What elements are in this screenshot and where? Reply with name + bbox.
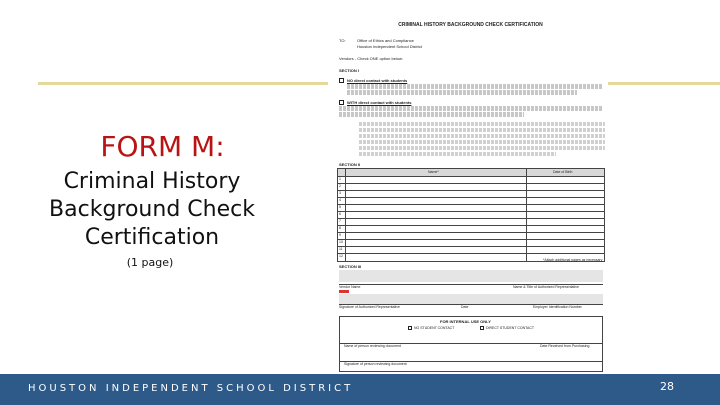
accent-line-left xyxy=(38,82,328,85)
doc-names-table xyxy=(337,168,605,262)
doc-date-received: Date Received from Purchasing xyxy=(540,344,590,348)
checkbox-direct-contact xyxy=(339,100,344,105)
page-number: 28 xyxy=(660,380,674,393)
table-row: 11 xyxy=(338,247,604,254)
doc-option-1-text xyxy=(347,84,603,95)
doc-student-contact: DIRECT STUDENT CONTACT xyxy=(486,326,535,330)
doc-person-reviewing: Name of person reviewing document xyxy=(344,344,402,348)
checkbox-no-contact xyxy=(339,78,344,83)
doc-option-2-text xyxy=(339,106,603,117)
table-row: 3 xyxy=(338,191,604,198)
doc-vendor-name: Vendor Name xyxy=(339,285,361,289)
table-row: 7 xyxy=(338,219,604,226)
checkbox-student xyxy=(480,326,484,330)
title-line: Criminal History xyxy=(63,169,241,194)
table-row: 4 xyxy=(338,198,604,205)
doc-to-address xyxy=(357,38,422,50)
shaded-field xyxy=(339,294,603,304)
checkbox-no-student xyxy=(408,326,412,330)
col-name: Name* xyxy=(428,170,439,174)
table-row: 12 xyxy=(338,254,604,261)
doc-section-1: SECTION I xyxy=(339,68,360,73)
doc-vendors-line: Vendors - Check ONE option below: xyxy=(339,56,404,61)
doc-employer-id: Employer Identification Number xyxy=(533,305,582,309)
title-line: Certification xyxy=(84,225,220,250)
page-count-note: (1 page) xyxy=(126,256,174,269)
footer-org-name: HOUSTON INDEPENDENT SCHOOL DISTRICT xyxy=(28,383,354,394)
shaded-field xyxy=(339,270,603,282)
accent-line-right xyxy=(608,82,720,85)
doc-to-line: Office of Ethics and Compliance xyxy=(357,38,414,43)
slide-title-form: FORM M: xyxy=(100,130,225,163)
title-line: Background Check xyxy=(49,197,255,222)
table-row: 5 xyxy=(338,205,604,212)
doc-attach-note: *Attach additional pages as necessary xyxy=(543,258,603,262)
doc-option-1: NO direct contact with students xyxy=(347,78,408,83)
table-row: 6 xyxy=(338,212,604,219)
table-row: 2 xyxy=(338,184,604,191)
doc-to-label: TO: xyxy=(339,38,346,43)
doc-internal-use: FOR INTERNAL USE ONLY xyxy=(440,319,491,324)
doc-section-3: SECTION III xyxy=(339,264,362,269)
table-row: 1 xyxy=(338,177,604,184)
table-row: 9 xyxy=(338,233,604,240)
doc-internal-use-box xyxy=(339,316,603,372)
doc-date: Date xyxy=(461,305,469,309)
col-date: Date of Birth xyxy=(553,170,573,174)
doc-section-2: SECTION II xyxy=(339,162,361,167)
doc-option-2: WITH direct contact with students xyxy=(347,100,412,105)
required-mark xyxy=(339,290,349,293)
slide-title xyxy=(22,168,282,252)
doc-to-line: Houston Independent School District xyxy=(357,44,422,49)
doc-no-contact: NO STUDENT CONTACT xyxy=(414,326,455,330)
table-row: 8 xyxy=(338,226,604,233)
table-header xyxy=(338,169,604,177)
form-document-image xyxy=(333,18,608,374)
doc-rep-name: Name & Title of Authorized Representative xyxy=(513,285,579,289)
doc-sig-person: Signature of person reviewing document xyxy=(344,362,407,366)
doc-title: CRIMINAL HISTORY BACKGROUND CHECK CERTIFICATION xyxy=(398,22,543,28)
doc-signature: Signature of Authorized Representative xyxy=(339,305,400,309)
table-row: 10 xyxy=(338,240,604,247)
doc-code-paragraph xyxy=(359,122,605,156)
